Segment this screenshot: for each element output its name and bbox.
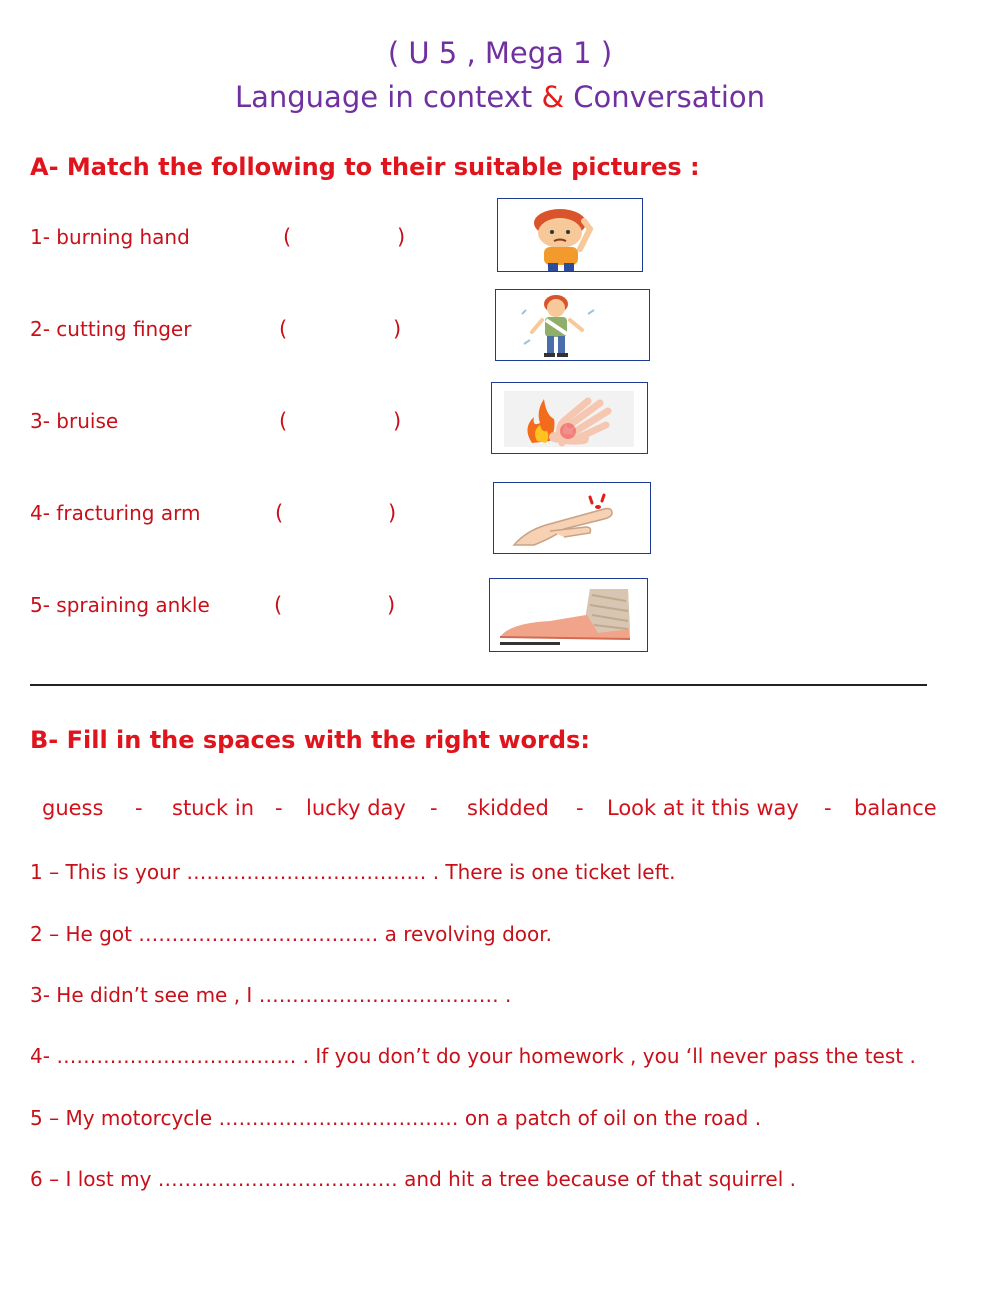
match-blank-4-close: )	[388, 501, 397, 525]
section-b-heading: B- Fill in the spaces with the right words:	[30, 726, 590, 754]
fill-blank-5[interactable]: ………………………………	[218, 1106, 465, 1130]
match-blank-5-close: )	[387, 593, 396, 617]
word-bank-separator: -	[824, 796, 832, 820]
match-item-3: 3- bruise	[30, 409, 119, 433]
fill-sentence-2: 2 – He got ……………………………… a revolving door.	[30, 922, 553, 946]
cut-finger-icon	[494, 483, 650, 553]
worksheet-unit-title: ( U 5 , Mega 1 )	[387, 36, 613, 70]
burning-hand-picture	[491, 382, 648, 454]
match-blank-2-open: (	[279, 317, 288, 341]
match-blank-1-open: (	[283, 225, 292, 249]
match-item-4: 4- fracturing arm	[30, 501, 201, 525]
fill-sentence-6: 6 – I lost my ……………………………… and hit a tree because of that squirrel .	[30, 1167, 796, 1191]
section-a-heading: A- Match the following to their suitable pictures :	[30, 153, 700, 181]
fill-blank-4[interactable]: ………………………………	[56, 1044, 303, 1068]
match-blank-3-close: )	[393, 409, 402, 433]
bandaged-foot-picture	[489, 578, 648, 652]
fill-blank-2[interactable]: ………………………………	[138, 922, 385, 946]
headache-boy-picture	[497, 198, 643, 272]
word-bank-item: skidded	[467, 796, 549, 820]
headache-boy-icon	[498, 199, 642, 271]
match-item-1: 1- burning hand	[30, 225, 190, 249]
cut-finger-picture	[493, 482, 651, 554]
worksheet-subtitle: Language in context & Conversation	[234, 80, 766, 114]
fill-sentence-4: 4- ……………………………… . If you don’t do your homework , you ‘ll never pass the test .	[30, 1044, 916, 1068]
word-bank-item: Look at it this way	[607, 796, 799, 820]
match-item-2: 2- cutting finger	[30, 317, 192, 341]
match-item-5: 5- spraining ankle	[30, 593, 210, 617]
bandaged-foot-icon	[490, 579, 647, 651]
word-bank-separator: -	[576, 796, 584, 820]
section-divider	[30, 684, 927, 686]
word-bank-item: lucky day	[306, 796, 406, 820]
match-blank-2-close: )	[393, 317, 402, 341]
burning-hand-icon	[492, 383, 647, 453]
bandaged-boy-icon	[496, 290, 649, 360]
fill-blank-6[interactable]: ………………………………	[157, 1167, 405, 1191]
word-bank-separator: -	[430, 796, 438, 820]
match-blank-4-open: (	[275, 501, 284, 525]
word-bank-item: guess	[42, 796, 104, 820]
fill-sentence-5: 5 – My motorcycle ……………………………… on a patch of oil on the road .	[30, 1106, 762, 1130]
fill-sentence-3: 3- He didn’t see me , I ……………………………… .	[30, 983, 512, 1007]
match-blank-5-open: (	[274, 593, 283, 617]
word-bank-separator: -	[135, 796, 143, 820]
fill-blank-3[interactable]: ………………………………	[258, 983, 506, 1007]
word-bank-item: stuck in	[172, 796, 255, 820]
fill-sentence-1: 1 – This is your ……………………………… . There is one ticket left.	[30, 860, 676, 884]
word-bank-separator: -	[275, 796, 283, 820]
word-bank-item: balance	[854, 796, 937, 820]
match-blank-3-open: (	[279, 409, 288, 433]
fill-blank-1[interactable]: ………………………………	[186, 860, 433, 884]
bandaged-boy-picture	[495, 289, 650, 361]
match-blank-1-close: )	[397, 225, 406, 249]
